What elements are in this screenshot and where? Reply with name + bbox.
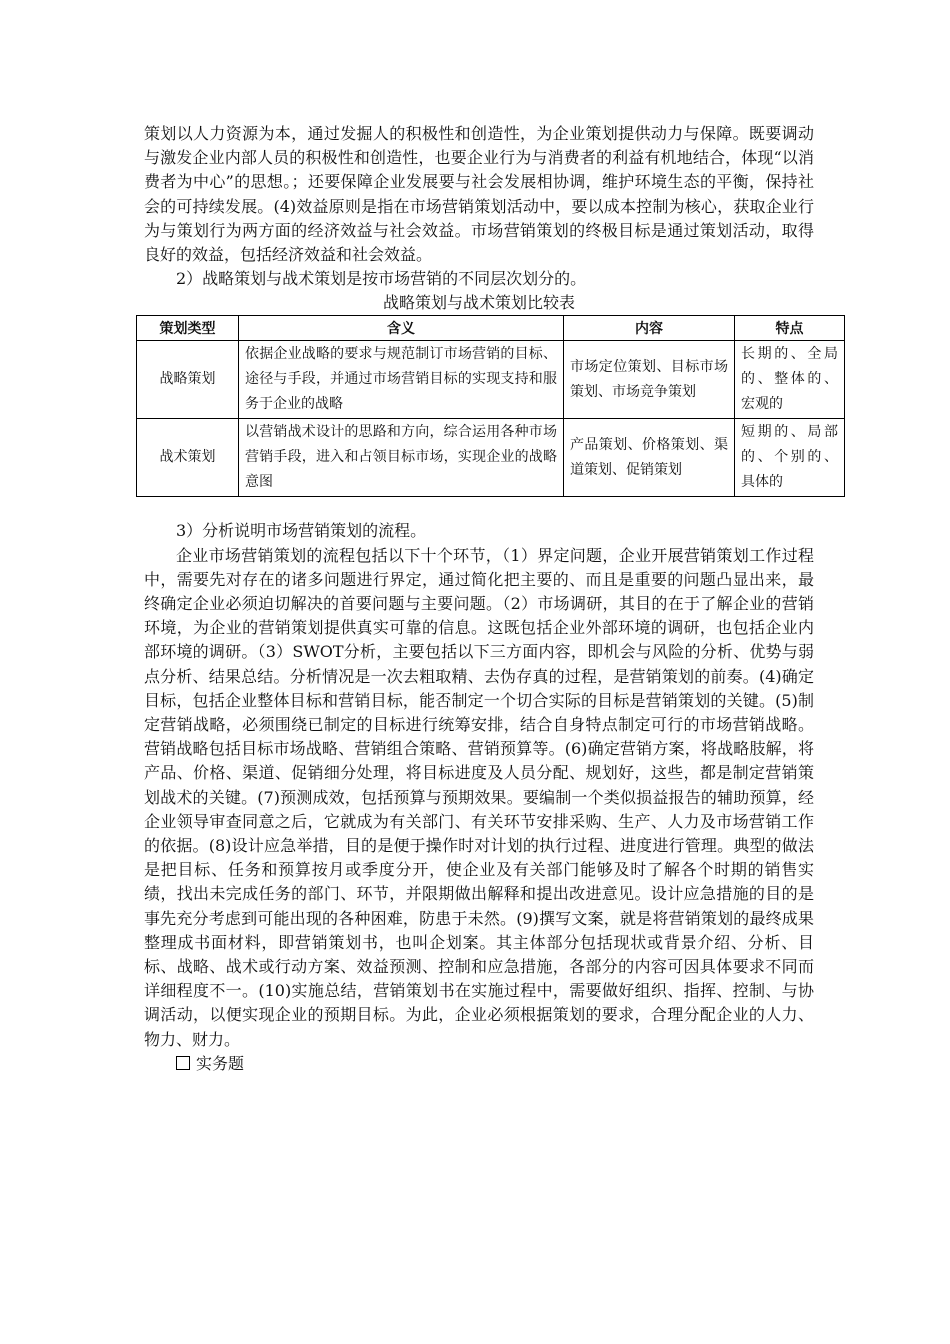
table-row bbox=[137, 419, 845, 497]
header-feature: 特点 bbox=[735, 316, 845, 341]
point-2-line: 2）战略策划与战术策划是按市场营销的不同层次划分的。 bbox=[176, 269, 587, 289]
intro-paragraph: 策划以人力资源为本，通过发掘人的积极性和创造性，为企业策划提供动力与保障。既要调动与激发企业内部人员的积极性和创造性，也要企业行为与消费者的利益有机地结合，体现“以消费者为中心”的思想。；还要保障企业发展要与社会发展相协调，维护环境生态的平衡，保持社会的可持续发展。(4)效益原则是指在市场营销策划活动中，要以成本控制为核心，获取企业行为与策划行为两方面的经济效益与社会效益。市场营销策划的终极目标是通过策划活动，取得良好的效益，包括经济效益和社会效益。 bbox=[144, 124, 814, 265]
checkbox-icon bbox=[176, 1056, 190, 1070]
document-page bbox=[144, 122, 838, 1076]
cell-meaning: 依据企业战略的要求与规范制订市场营销的目标、途径与手段，并通过市场营销目标的实现支持和服务于企业的战略 bbox=[239, 341, 564, 419]
cell-feature: 短期的、局部的、个别的、具体的 bbox=[735, 419, 845, 497]
cell-feature: 长期的、全局的、整体的、宏观的 bbox=[735, 341, 845, 419]
table-caption: 战略策划与战术策划比较表 bbox=[382, 293, 575, 313]
practice-label: 实务题 bbox=[196, 1053, 245, 1073]
cell-type: 战略策划 bbox=[137, 341, 239, 419]
cell-content: 市场定位策划、目标市场策划、市场竞争策划 bbox=[564, 341, 735, 419]
section-3-heading: 3）分析说明市场营销策划的流程。 bbox=[176, 521, 427, 541]
cell-content: 产品策划、价格策划、渠道策划、促销策划 bbox=[564, 419, 735, 497]
header-content: 内容 bbox=[564, 316, 735, 341]
table-header-row bbox=[137, 316, 845, 341]
cell-type: 战术策划 bbox=[137, 419, 239, 497]
table-row bbox=[137, 341, 845, 419]
comparison-table bbox=[136, 315, 845, 497]
section-3-body: 企业市场营销策划的流程包括以下十个环节，（1）界定问题，企业开展营销策划工作过程中，需要先对存在的诸多问题进行界定，通过简化把主要的、而且是重要的问题凸显出来，最终确定企业必须迫切解决的首要问题与主要问题。（2）市场调研，其目的在于了解企业的营销环境，为企业的营销策划提供真实可靠的信息。这既包括企业外部环境的调研，也包括企业内部环境的调研。（3）SWOT分析，主要包括以下三方面内容，即机会与风险的分析、优势与弱点分析、结果总结。分析情况是一次去粗取精、去伪存真的过程，是营销策划的前奏。(4)确定目标，包括企业整体目标和营销目标，能否制定一个切合实际的目标是营销策划的关键。(5)制定营销战略，必须围绕已制定的目标进行统筹安排，结合自身特点制定可行的市场营销战略。营销战略包括目标市场战略、营销组合策略、营销预算等。(6)确定营销方案，将战略肢解，将产品、价格、渠道、促销细分处理，将目标进度及人员分配、规划好，这些，都是制定营销策划战术的关键。(7)预测成效，包括预算与预期效果。要编制一个类似损益报告的辅助预算，经企业领导审查同意之后，它就成为有关部门、有关环节安排采购、生产、人力及市场营销工作的依据。(8)设计应急举措，目的是便于操作时对计划的执行过程、进度进行管理。典型的做法是把目标、任务和预算按月或季度分开，使企业及有关部门能够及时了解各个时期的销售实绩，找出未完成任务的部门、环节，并限期做出解释和提出改进意见。设计应急措施的目的是事先充分考虑到可能出现的各种困难，防患于未然。(9)撰写文案，就是将营销策划的最终成果整理成书面材料，即营销策划书，也叫企划案。其主体部分包括现状或背景介绍、分析、目标、战略、战术或行动方案、效益预测、控制和应急措施，各部分的内容可因具体要求不同而详细程度不一。(10)实施总结，营销策划书在实施过程中，需要做好组织、指挥、控制、与协调活动，以便实现企业的预期目标。为此，企业必须根据策划的要求，合理分配企业的人力、物力、财力。 bbox=[144, 545, 814, 1049]
header-meaning: 含义 bbox=[239, 316, 564, 341]
practice-heading bbox=[144, 1052, 814, 1076]
header-type: 策划类型 bbox=[137, 316, 239, 341]
cell-meaning: 以营销战术设计的思路和方向，综合运用各种市场营销手段，进入和占领目标市场，实现企业的战略意图 bbox=[239, 419, 564, 497]
